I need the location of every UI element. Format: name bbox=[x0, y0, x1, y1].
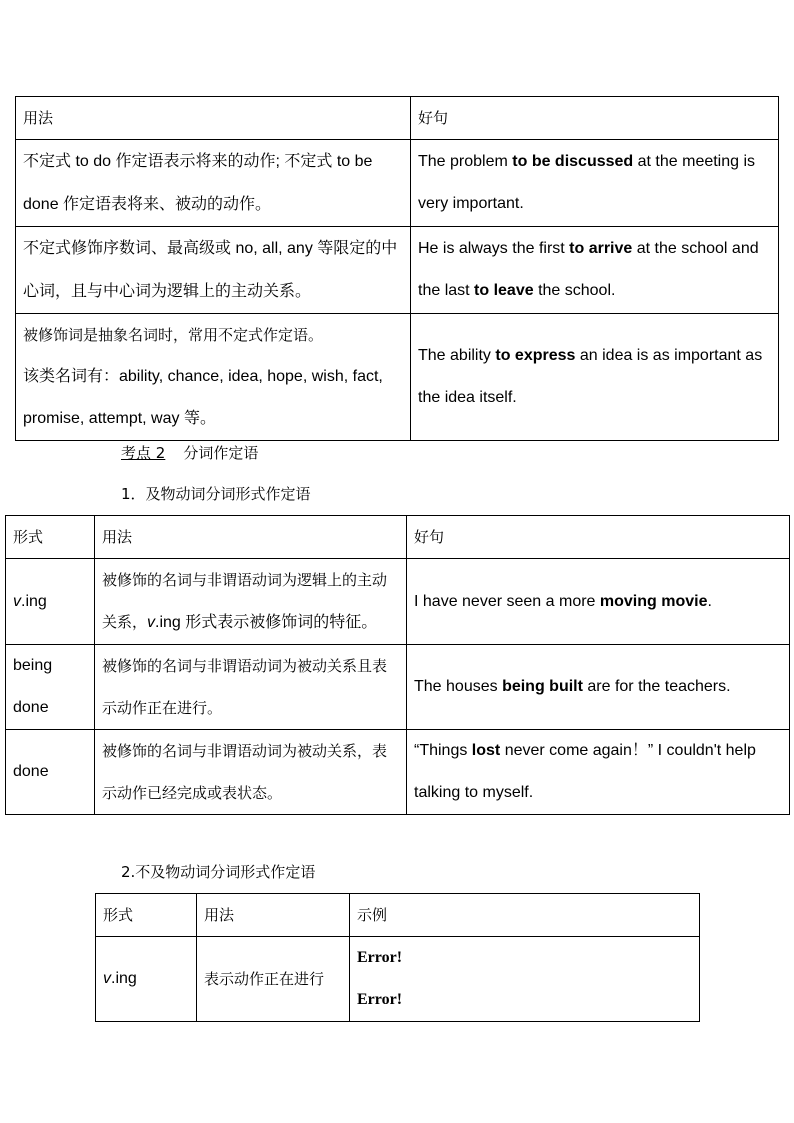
table-row bbox=[6, 645, 790, 730]
table-header-row bbox=[96, 894, 700, 937]
table-row bbox=[16, 140, 779, 227]
form-cell: done bbox=[6, 730, 95, 815]
exam-point-title: 分词作定语 bbox=[183, 444, 259, 462]
usage-cell bbox=[95, 559, 407, 645]
example-cell bbox=[411, 227, 779, 314]
header-form: 形式 bbox=[96, 894, 197, 937]
example-text: an idea is as important as the idea itself. bbox=[418, 347, 763, 406]
usage-cell: 表示动作正在进行 bbox=[197, 937, 350, 1022]
example-cell bbox=[407, 559, 790, 645]
exam-point-label: 考点 2 bbox=[121, 444, 166, 462]
form-text: v bbox=[103, 970, 111, 987]
example-text: at the school and the last bbox=[418, 240, 759, 299]
table-row bbox=[96, 937, 700, 1022]
usage-cell: 被修饰的名词与非谓语动词为被动关系且表示动作正在进行。 bbox=[95, 645, 407, 730]
example-cell bbox=[407, 730, 790, 815]
table-header-row bbox=[6, 516, 790, 559]
example-cell bbox=[411, 314, 779, 441]
usage-text: 被修饰词是抽象名词时，常用不定式作定语。 bbox=[23, 326, 324, 344]
header-example: 好句 bbox=[407, 516, 790, 559]
example-text: The houses bbox=[414, 678, 503, 695]
usage-text: v bbox=[147, 614, 156, 631]
example-highlight: to leave bbox=[474, 282, 534, 299]
example-text: “Things bbox=[414, 742, 472, 759]
table-header-row bbox=[16, 97, 779, 140]
infinitive-attributive-table bbox=[15, 96, 779, 441]
form-cell bbox=[96, 937, 197, 1022]
example-text: the school. bbox=[533, 282, 616, 299]
error-text: Error! bbox=[357, 991, 403, 1008]
header-form: 形式 bbox=[6, 516, 95, 559]
example-cell bbox=[411, 140, 779, 227]
subsection-heading: 1．及物动词分词形式作定语 bbox=[121, 485, 311, 503]
example-highlight: to arrive bbox=[569, 240, 633, 257]
example-highlight: moving movie bbox=[599, 592, 708, 610]
usage-cell bbox=[16, 227, 411, 314]
usage-text: .ing 形式表示被修饰词的特征。 bbox=[155, 614, 378, 631]
usage-text: 被修饰的名词与非谓语动词为逻辑上的主动关系， bbox=[102, 571, 388, 631]
example-highlight: being built bbox=[502, 678, 583, 695]
header-example: 示例 bbox=[350, 894, 700, 937]
example-text: The problem bbox=[418, 153, 513, 170]
form-text: .ing bbox=[111, 970, 137, 987]
example-text: The ability bbox=[418, 347, 496, 364]
example-highlight: to express bbox=[495, 347, 576, 364]
form-text: v bbox=[13, 592, 21, 610]
header-usage: 用法 bbox=[95, 516, 407, 559]
table-row bbox=[6, 559, 790, 645]
example-text: at the meeting is very important. bbox=[418, 153, 756, 212]
header-example: 好句 bbox=[411, 97, 779, 140]
usage-cell bbox=[16, 140, 411, 227]
usage-cell bbox=[16, 314, 411, 441]
example-text: never come again！” I couldn't help talking to myself. bbox=[414, 742, 756, 801]
example-highlight: to be discussed bbox=[512, 153, 634, 170]
form-cell: being done bbox=[6, 645, 95, 730]
usage-text: 不定式修饰序数词、最高级或 no, all, any 等限定的中心词，且与中心词为逻辑上的主动关系。 bbox=[23, 240, 398, 300]
subsection-heading: 2.不及物动词分词形式作定语 bbox=[121, 863, 316, 881]
error-text: Error! bbox=[357, 949, 403, 966]
table-row bbox=[16, 227, 779, 314]
header-usage: 用法 bbox=[197, 894, 350, 937]
transitive-participle-table bbox=[5, 515, 790, 815]
example-highlight: lost bbox=[471, 742, 501, 759]
exam-point-heading bbox=[121, 443, 258, 463]
intransitive-participle-table bbox=[95, 893, 700, 1022]
form-cell bbox=[6, 559, 95, 645]
table-row bbox=[16, 314, 779, 441]
example-text: are for the teachers. bbox=[582, 678, 731, 695]
example-text: I have never seen a more bbox=[414, 592, 600, 610]
example-text: . bbox=[707, 592, 712, 610]
form-text: .ing bbox=[21, 592, 47, 610]
usage-text: 不定式 to do 作定语表示将来的动作; 不定式 to be done 作定语表将来、被动的动作。 bbox=[23, 153, 373, 213]
example-cell bbox=[407, 645, 790, 730]
usage-text: 该类名词有：ability, chance, idea, hope, wish, fact, promise, attempt, way 等。 bbox=[23, 368, 383, 427]
example-cell bbox=[350, 937, 700, 1022]
table-row bbox=[6, 730, 790, 815]
header-usage: 用法 bbox=[16, 97, 411, 140]
example-text: He is always the first bbox=[418, 240, 570, 257]
usage-cell: 被修饰的名词与非谓语动词为被动关系，表示动作已经完成或表状态。 bbox=[95, 730, 407, 815]
